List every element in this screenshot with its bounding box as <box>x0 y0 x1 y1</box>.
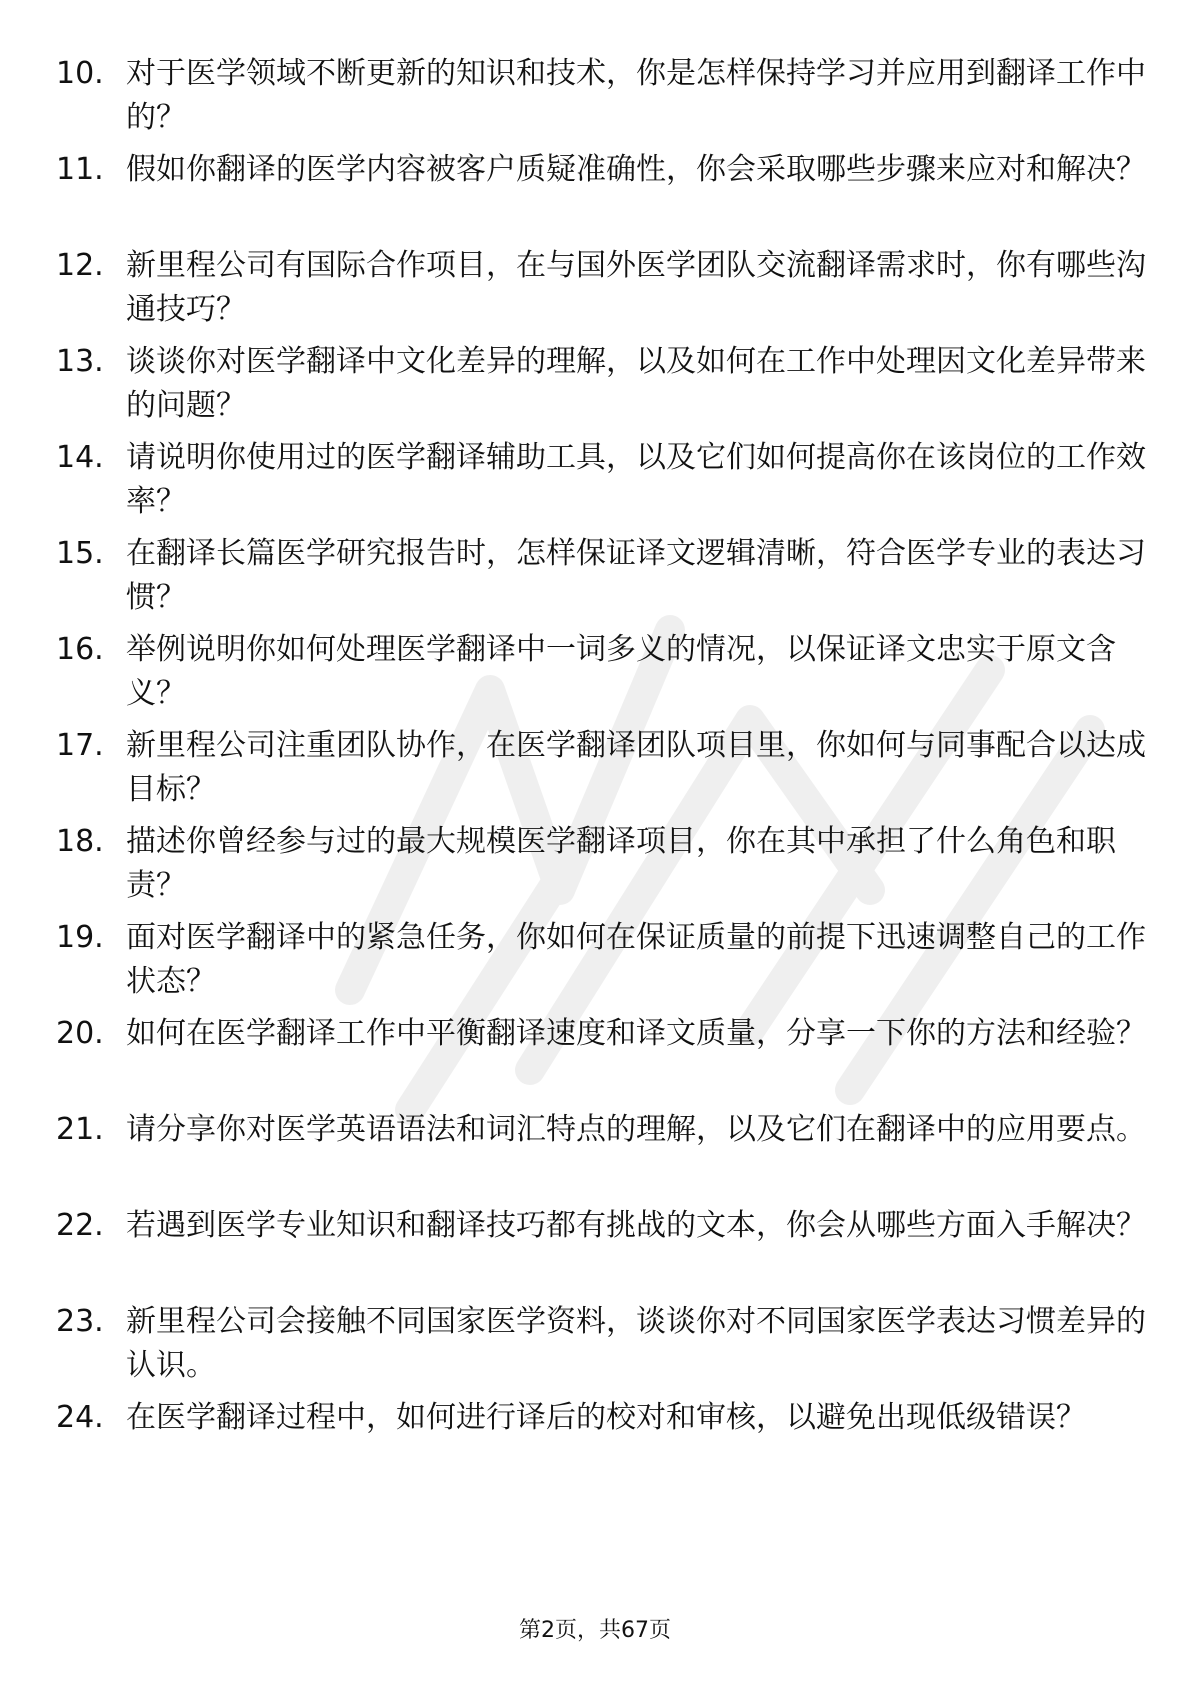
question-item <box>56 1108 1146 1204</box>
question-text: 新里程公司有国际合作项目，在与国外医学团队交流翻译需求时，你有哪些沟通技巧？ <box>126 248 1146 327</box>
question-number: 18. <box>56 824 104 859</box>
question-text: 在医学翻译过程中，如何进行译后的校对和审核，以避免出现低级错误？ <box>126 1400 1086 1435</box>
question-text: 举例说明你如何处理医学翻译中一词多义的情况，以保证译文忠实于原文含义？ <box>126 632 1116 711</box>
question-text: 谈谈你对医学翻译中文化差异的理解，以及如何在工作中处理因文化差异带来的问题？ <box>126 344 1146 423</box>
question-number: 23. <box>56 1304 104 1339</box>
question-item <box>56 820 1116 916</box>
question-number: 20. <box>56 1016 104 1051</box>
question-text: 假如你翻译的医学内容被客户质疑准确性，你会采取哪些步骤来应对和解决？ <box>126 152 1146 187</box>
question-text: 新里程公司会接触不同国家医学资料，谈谈你对不同国家医学表达习惯差异的认识。 <box>126 1304 1146 1383</box>
question-text: 面对医学翻译中的紧急任务，你如何在保证质量的前提下迅速调整自己的工作状态？ <box>126 920 1146 999</box>
question-item <box>56 1396 1116 1492</box>
question-item <box>56 916 1146 1012</box>
question-list <box>56 52 1146 1492</box>
question-text: 在翻译长篇医学研究报告时，怎样保证译文逻辑清晰，符合医学专业的表达习惯？ <box>126 536 1146 615</box>
question-number: 21. <box>56 1112 104 1147</box>
question-number: 15. <box>56 536 104 571</box>
question-number: 17. <box>56 728 104 763</box>
question-text: 新里程公司注重团队协作，在医学翻译团队项目里，你如何与同事配合以达成目标？ <box>126 728 1146 807</box>
question-item <box>56 1204 1146 1300</box>
question-text: 请分享你对医学英语语法和词汇特点的理解，以及它们在翻译中的应用要点。 <box>126 1112 1146 1147</box>
question-text: 请说明你使用过的医学翻译辅助工具，以及它们如何提高你在该岗位的工作效率？ <box>126 440 1146 519</box>
question-number: 19. <box>56 920 104 955</box>
question-number: 12. <box>56 248 104 283</box>
question-text: 若遇到医学专业知识和翻译技巧都有挑战的文本，你会从哪些方面入手解决？ <box>126 1208 1146 1243</box>
question-item <box>56 628 1116 724</box>
question-number: 14. <box>56 440 104 475</box>
question-number: 10. <box>56 56 104 91</box>
question-item <box>56 1300 1146 1396</box>
question-number: 16. <box>56 632 104 667</box>
question-item <box>56 340 1146 436</box>
question-number: 24. <box>56 1400 104 1435</box>
question-text: 对于医学领域不断更新的知识和技术，你是怎样保持学习并应用到翻译工作中的？ <box>126 56 1146 135</box>
question-item <box>56 1012 1146 1108</box>
question-item <box>56 724 1146 820</box>
question-number: 13. <box>56 344 104 379</box>
question-text: 如何在医学翻译工作中平衡翻译速度和译文质量，分享一下你的方法和经验？ <box>126 1016 1146 1051</box>
page-footer: 第2页，共67页 <box>519 1618 671 1643</box>
question-item <box>56 52 1146 148</box>
question-item <box>56 532 1146 628</box>
question-number: 22. <box>56 1208 104 1243</box>
question-number: 11. <box>56 152 104 187</box>
question-item <box>56 244 1146 340</box>
question-item <box>56 436 1146 532</box>
question-text: 描述你曾经参与过的最大规模医学翻译项目，你在其中承担了什么角色和职责？ <box>126 824 1116 903</box>
question-item <box>56 148 1146 244</box>
